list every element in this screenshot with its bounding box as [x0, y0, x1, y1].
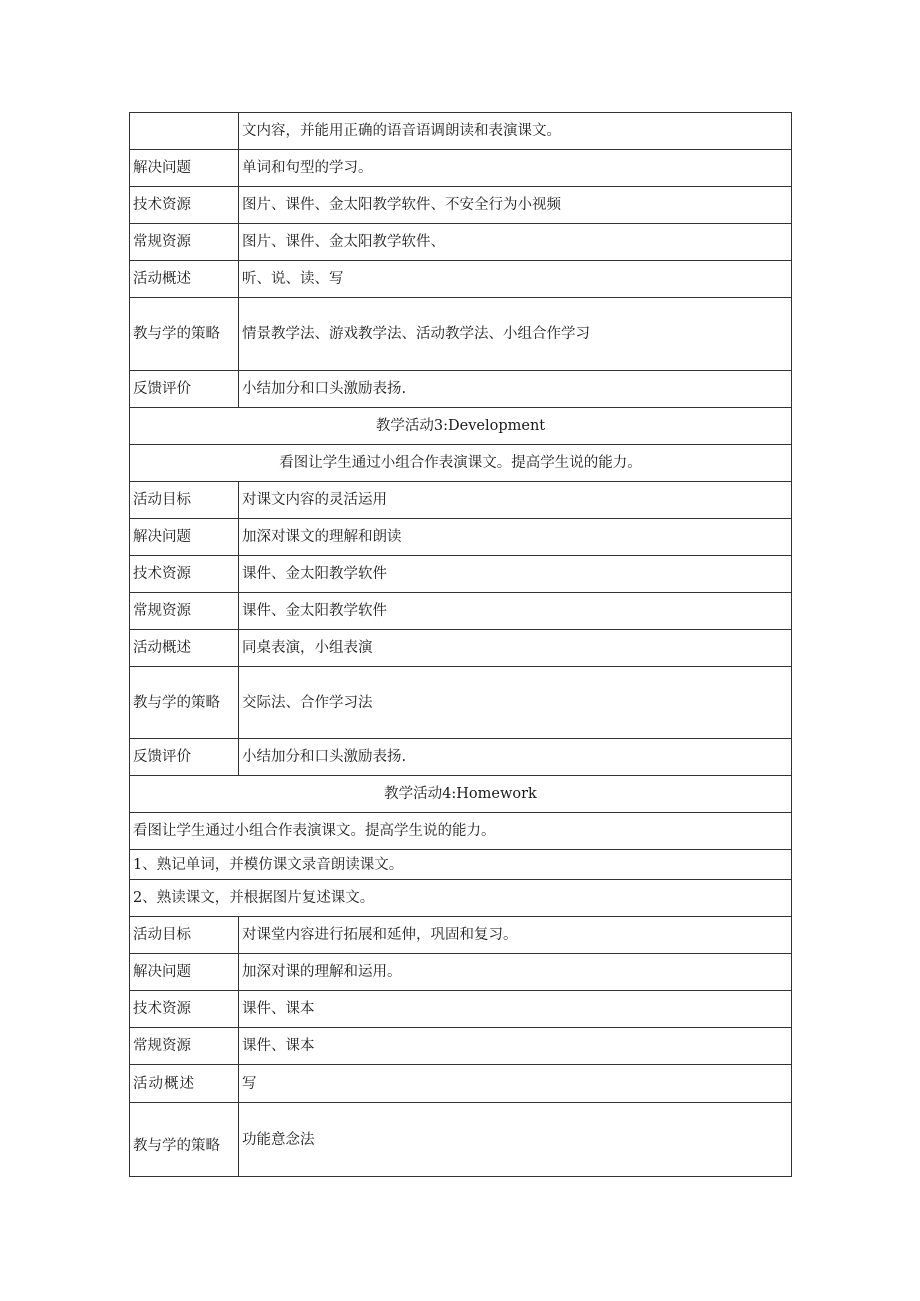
row-value: 对课文内容的灵活运用 [239, 482, 792, 519]
table-row [130, 224, 792, 261]
row-label: 技术资源 [130, 991, 239, 1028]
table-row [130, 593, 792, 630]
row-value: 图片、课件、金太阳教学软件、 [239, 224, 792, 261]
section-heading-row [130, 408, 792, 445]
table-row [130, 150, 792, 187]
section-heading: 教学活动3:Development [130, 408, 792, 445]
row-value: 文内容，并能用正确的语音语调朗读和表演课文。 [239, 113, 792, 150]
row-value: 情景教学法、游戏教学法、活动教学法、小组合作学习 [239, 298, 792, 371]
table-row [130, 371, 792, 408]
row-label: 反馈评价 [130, 739, 239, 776]
activity-description: 看图让学生通过小组合作表演课文。提高学生说的能力。 [130, 445, 792, 482]
row-label: 活动目标 [130, 917, 239, 954]
row-value: 写 [239, 1065, 792, 1103]
activity-description: 看图让学生通过小组合作表演课文。提高学生说的能力。 [130, 813, 792, 850]
row-value: 课件、金太阳教学软件 [239, 556, 792, 593]
full-width-row [130, 445, 792, 482]
section-heading: 教学活动4:Homework [130, 776, 792, 813]
row-label: 常规资源 [130, 224, 239, 261]
row-value: 交际法、合作学习法 [239, 667, 792, 739]
homework-item: 1、熟记单词，并模仿课文录音朗读课文。 [130, 850, 792, 880]
table-row [130, 917, 792, 954]
row-value: 同桌表演，小组表演 [239, 630, 792, 667]
row-label: 技术资源 [130, 187, 239, 224]
table-row [130, 261, 792, 298]
row-value: 图片、课件、金太阳教学软件、不安全行为小视频 [239, 187, 792, 224]
row-label: 活动概述 [130, 630, 239, 667]
row-label: 教与学的策略 [130, 298, 239, 371]
row-label: 教与学的策略 [130, 667, 239, 739]
row-value: 课件、课本 [239, 1028, 792, 1065]
row-value: 功能意念法 [239, 1103, 792, 1177]
row-value: 加深对课的理解和运用。 [239, 954, 792, 991]
section-heading-row [130, 776, 792, 813]
row-value: 课件、金太阳教学软件 [239, 593, 792, 630]
table-row [130, 187, 792, 224]
row-value: 单词和句型的学习。 [239, 150, 792, 187]
row-label: 技术资源 [130, 556, 239, 593]
full-width-row [130, 813, 792, 850]
lesson-plan-table [129, 112, 792, 1177]
full-width-row [130, 880, 792, 917]
table-row [130, 519, 792, 556]
table-row [130, 630, 792, 667]
table-row [130, 667, 792, 739]
row-label: 活动概述 [130, 261, 239, 298]
table-row [130, 991, 792, 1028]
row-value: 小结加分和口头激励表扬. [239, 739, 792, 776]
table-row [130, 113, 792, 150]
row-label: 教与学的策略 [130, 1103, 239, 1177]
row-value: 小结加分和口头激励表扬. [239, 371, 792, 408]
row-label: 常规资源 [130, 593, 239, 630]
row-label [130, 113, 239, 150]
row-label: 反馈评价 [130, 371, 239, 408]
row-label: 解决问题 [130, 519, 239, 556]
table-row [130, 482, 792, 519]
row-label: 活动目标 [130, 482, 239, 519]
row-value: 课件、课本 [239, 991, 792, 1028]
table-row [130, 298, 792, 371]
row-label: 解决问题 [130, 150, 239, 187]
row-label: 常规资源 [130, 1028, 239, 1065]
row-value: 听、说、读、写 [239, 261, 792, 298]
row-value: 加深对课文的理解和朗读 [239, 519, 792, 556]
table-row [130, 739, 792, 776]
table-row [130, 954, 792, 991]
table-row [130, 1065, 792, 1103]
row-value: 对课堂内容进行拓展和延伸，巩固和复习。 [239, 917, 792, 954]
homework-item: 2、熟读课文，并根据图片复述课文。 [130, 880, 792, 917]
row-label: 解决问题 [130, 954, 239, 991]
row-label: 活动概述 [130, 1065, 239, 1103]
full-width-row [130, 850, 792, 880]
table-row [130, 1028, 792, 1065]
table-row [130, 556, 792, 593]
table-row [130, 1103, 792, 1177]
